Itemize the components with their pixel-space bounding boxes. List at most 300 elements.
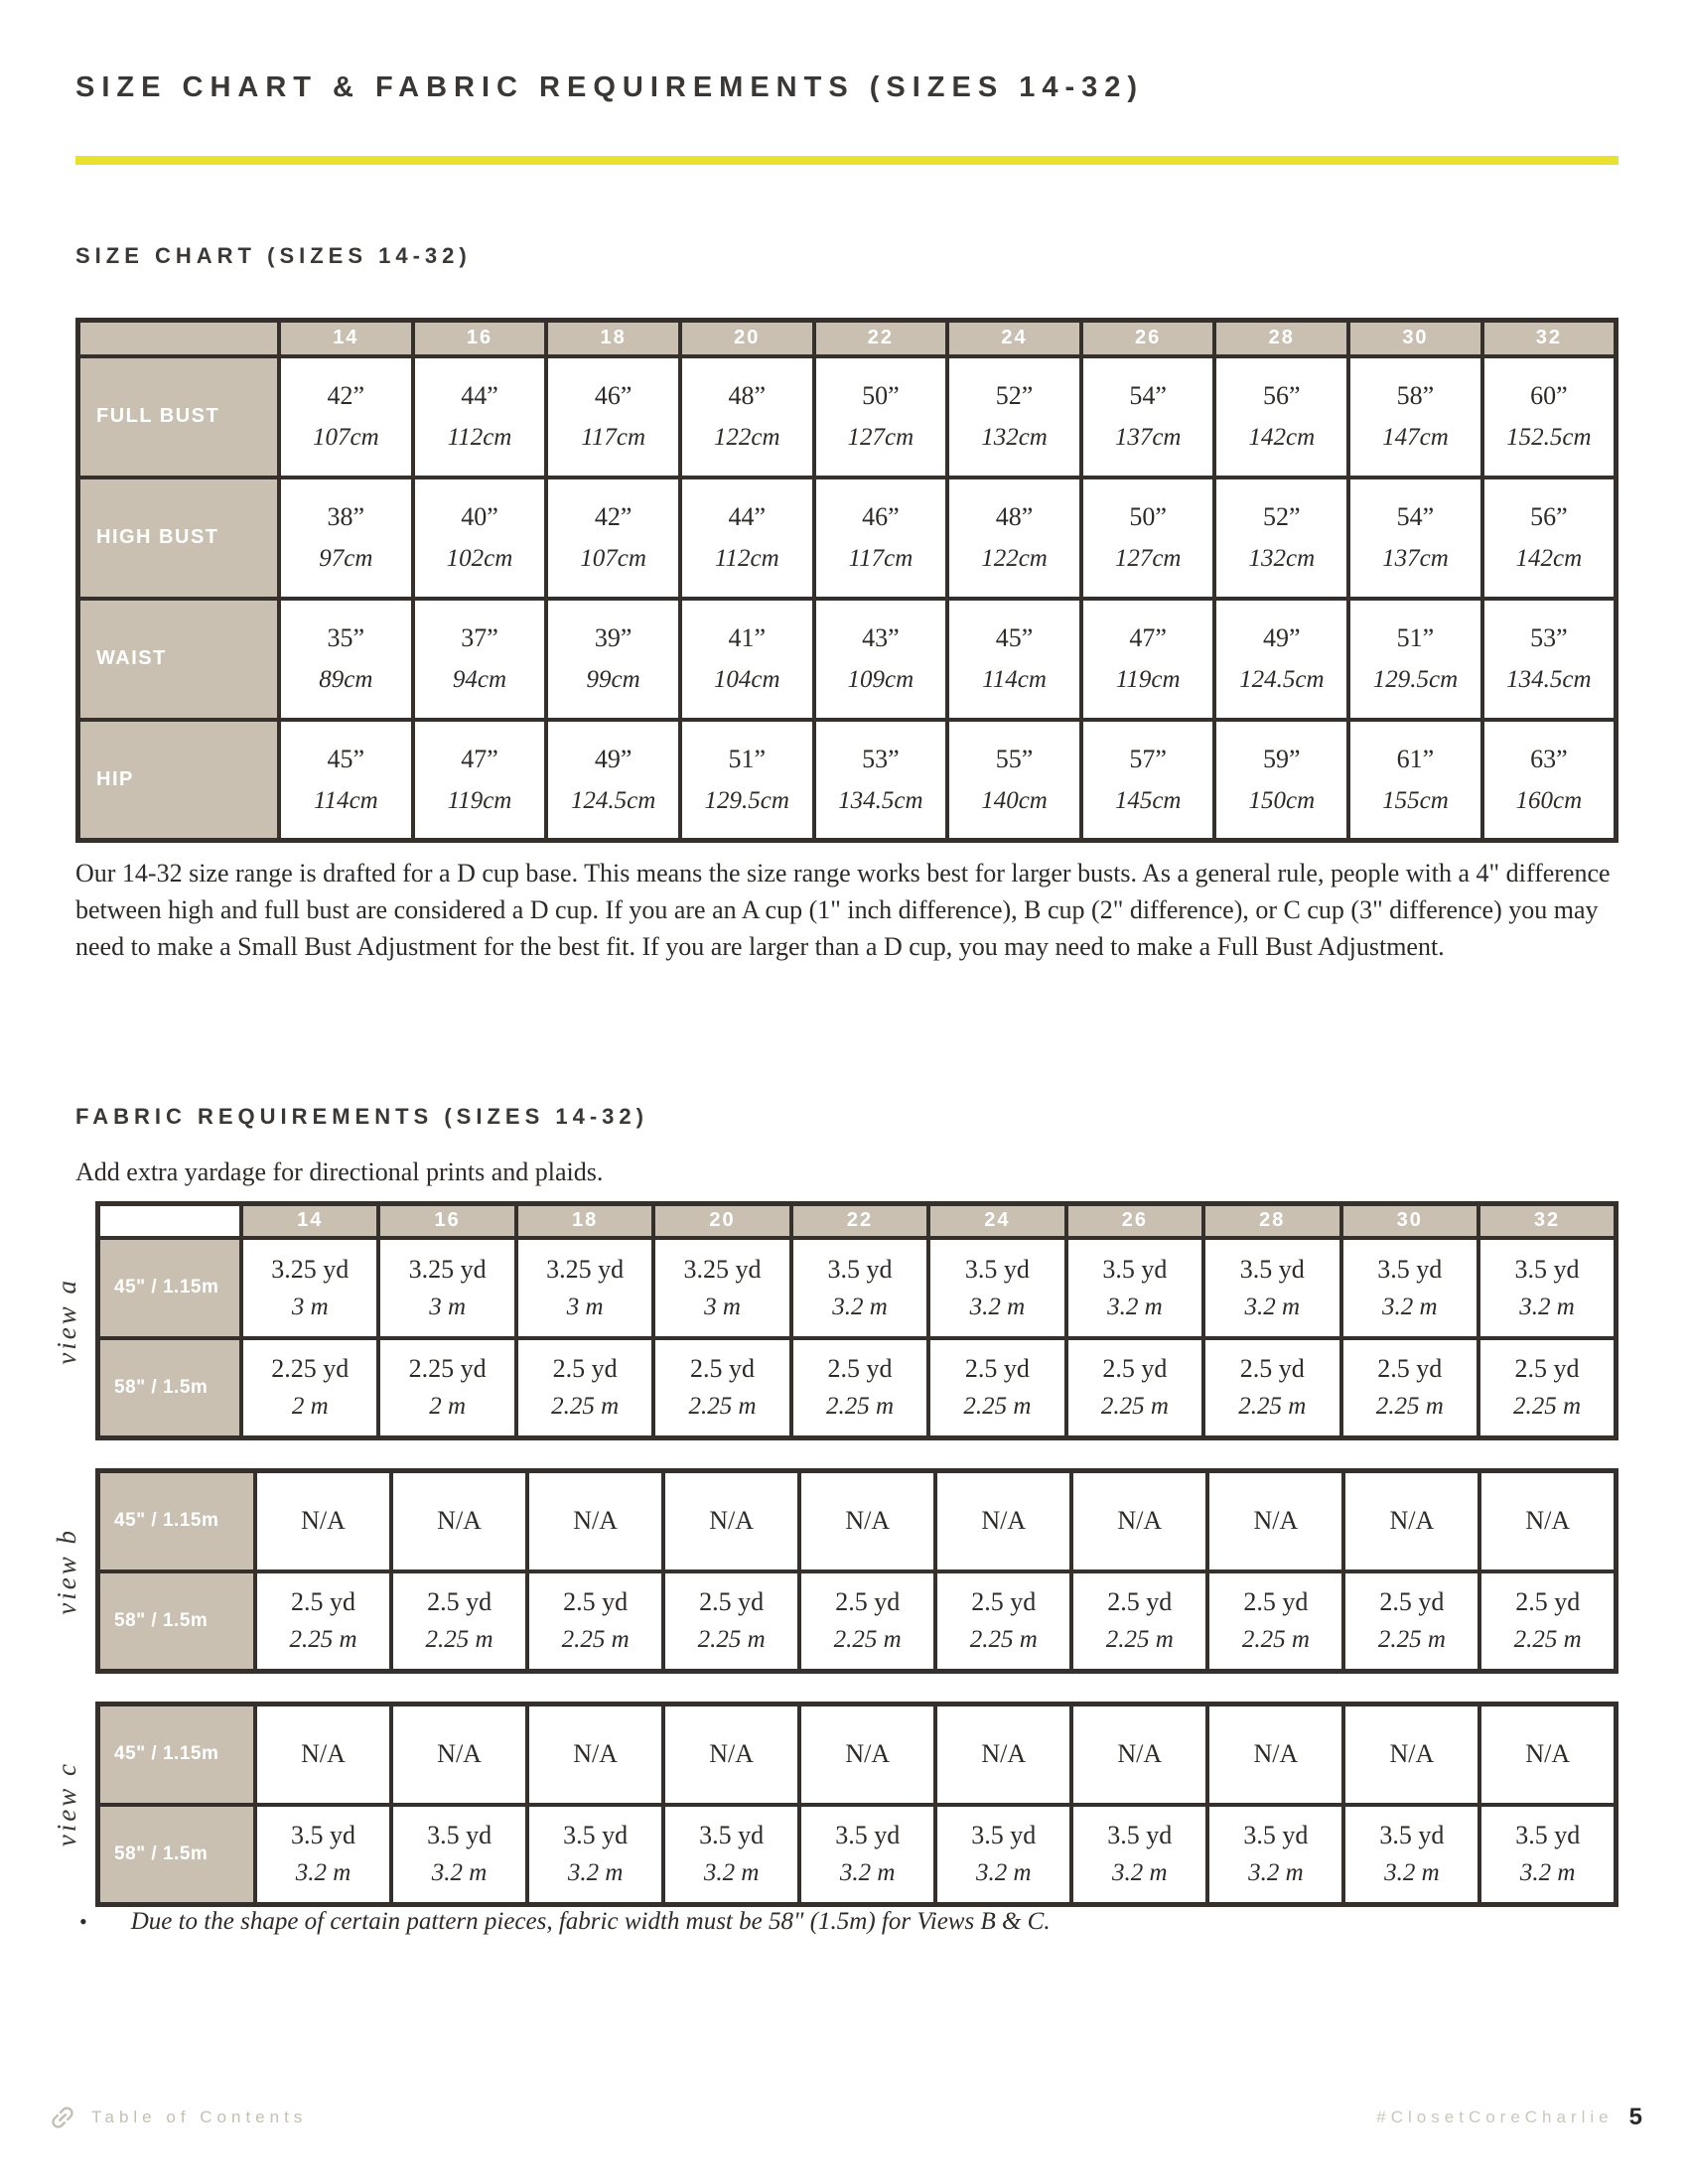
measurement-cell (546, 356, 680, 478)
size-column-header: 16 (413, 321, 547, 356)
measurement-cell (663, 1805, 799, 1905)
value-primary: 51” (1396, 623, 1435, 652)
value-secondary: 3.2 m (1384, 1859, 1440, 1887)
fabric-view-c-group (38, 1702, 1618, 1907)
value-primary: 46” (594, 381, 633, 410)
value-primary: N/A (981, 1739, 1027, 1769)
value-secondary: 2 m (291, 1393, 329, 1421)
size-chart-table-container (75, 318, 1618, 843)
table-row (98, 1571, 1617, 1672)
measurement-cell (935, 1705, 1071, 1805)
measurement-cell (1071, 1471, 1207, 1571)
size-column-header: 26 (1066, 1204, 1203, 1238)
value-primary: 3.5 yd (563, 1821, 629, 1850)
value-secondary: 140cm (981, 786, 1048, 814)
table-row (98, 1338, 1617, 1438)
measurement-cell (279, 478, 413, 599)
value-primary: 53” (862, 744, 900, 773)
measurement-cell (1479, 1705, 1616, 1805)
value-primary: 3.5 yd (964, 1254, 1030, 1284)
value-secondary: 2.25 m (969, 1626, 1038, 1654)
value-primary: 2.5 yd (563, 1587, 629, 1617)
value-secondary: 137cm (1382, 545, 1449, 572)
fabric-footnote (79, 1908, 1569, 1936)
measurement-cell (391, 1805, 527, 1905)
page-footer (48, 2093, 1642, 2142)
value-primary: 3.5 yd (1515, 1821, 1581, 1850)
measurement-cell (680, 478, 814, 599)
value-secondary: 127cm (1114, 545, 1182, 572)
value-primary: N/A (845, 1506, 891, 1536)
value-primary: 41” (728, 623, 767, 652)
view-a-label: view a (51, 1277, 81, 1365)
measurement-cell (1207, 1705, 1343, 1805)
measurement-cell (1081, 599, 1215, 720)
measurement-cell (1482, 599, 1617, 720)
value-secondary: 117cm (848, 545, 914, 572)
value-primary: 3.5 yd (1379, 1821, 1445, 1850)
value-secondary: 142cm (1515, 545, 1583, 572)
value-secondary: 3.2 m (703, 1859, 760, 1887)
value-primary: 3.5 yd (835, 1821, 901, 1850)
table-of-contents-link[interactable] (48, 2103, 307, 2132)
size-column-header: 26 (1081, 321, 1215, 356)
value-secondary: 134.5cm (1506, 666, 1592, 693)
row-label: HIP (78, 720, 280, 841)
value-primary: 2.5 yd (1515, 1587, 1581, 1617)
measurement-cell (1081, 356, 1215, 478)
value-primary: 42” (327, 381, 365, 410)
measurement-cell (1482, 356, 1617, 478)
value-primary: N/A (437, 1506, 482, 1536)
value-secondary: 114cm (313, 786, 378, 814)
measurement-cell (1348, 720, 1482, 841)
value-primary: 2.5 yd (427, 1587, 492, 1617)
value-primary: 48” (995, 502, 1034, 531)
value-secondary: 124.5cm (1239, 666, 1325, 693)
view-c-label: view c (51, 1761, 81, 1847)
measurement-cell (516, 1238, 653, 1338)
value-secondary: 2.25 m (833, 1626, 902, 1654)
value-primary: 2.5 yd (1239, 1354, 1305, 1384)
size-column-header: 18 (516, 1204, 653, 1238)
value-primary: 2.5 yd (1243, 1587, 1309, 1617)
page-number: 5 (1628, 2104, 1642, 2130)
measurement-cell (1207, 1571, 1343, 1672)
table-row (78, 720, 1617, 841)
value-secondary: 3 m (291, 1293, 329, 1320)
value-primary: N/A (845, 1739, 891, 1769)
measurement-cell (255, 1471, 391, 1571)
value-primary: 2.5 yd (827, 1354, 893, 1384)
value-primary: N/A (981, 1506, 1027, 1536)
value-secondary: 3 m (566, 1293, 604, 1320)
value-secondary: 107cm (312, 424, 379, 451)
measurement-cell (1479, 1471, 1616, 1571)
value-secondary: 3.2 m (1519, 1293, 1575, 1320)
fabric-table-view-c (95, 1702, 1618, 1907)
measurement-cell (1478, 1338, 1617, 1438)
measurement-cell (378, 1238, 515, 1338)
value-secondary: 150cm (1248, 786, 1316, 814)
size-column-header: 14 (279, 321, 413, 356)
value-secondary: 2.25 m (1513, 1626, 1582, 1654)
measurement-cell (663, 1571, 799, 1672)
value-primary: 3.5 yd (1243, 1821, 1309, 1850)
value-primary: N/A (709, 1739, 755, 1769)
value-secondary: 2.25 m (561, 1626, 630, 1654)
value-primary: 52” (995, 381, 1034, 410)
value-secondary: 2.25 m (688, 1393, 757, 1421)
measurement-cell (279, 356, 413, 478)
value-primary: 2.5 yd (690, 1354, 756, 1384)
value-primary: 35” (327, 623, 365, 652)
measurement-cell (546, 720, 680, 841)
measurement-cell (947, 599, 1081, 720)
measurement-cell (663, 1471, 799, 1571)
value-primary: 48” (728, 381, 767, 410)
value-secondary: 2.25 m (697, 1626, 766, 1654)
value-secondary: 109cm (847, 666, 914, 693)
measurement-cell (391, 1571, 527, 1672)
measurement-cell (1214, 478, 1348, 599)
value-primary: 46” (862, 502, 900, 531)
table-row (98, 1805, 1617, 1905)
measurement-cell (935, 1471, 1071, 1571)
measurement-cell (1081, 720, 1215, 841)
value-primary: N/A (1389, 1506, 1435, 1536)
value-secondary: 2.25 m (1100, 1393, 1169, 1421)
size-column-header: 16 (378, 1204, 515, 1238)
value-primary: 44” (461, 381, 498, 410)
measurement-cell (1207, 1471, 1343, 1571)
table-row (78, 478, 1617, 599)
view-b-label-strip (38, 1468, 95, 1674)
measurement-cell (1479, 1805, 1616, 1905)
value-primary: N/A (1253, 1506, 1299, 1536)
value-secondary: 2.25 m (1105, 1626, 1174, 1654)
value-primary: 60” (1530, 381, 1568, 410)
value-secondary: 127cm (847, 424, 914, 451)
value-secondary: 97cm (319, 545, 373, 572)
value-secondary: 3.2 m (431, 1859, 488, 1887)
value-secondary: 102cm (446, 545, 513, 572)
value-primary: 63” (1530, 744, 1568, 773)
value-primary: 40” (461, 502, 498, 531)
value-secondary: 3.2 m (1244, 1293, 1301, 1320)
size-column-header: 24 (947, 321, 1081, 356)
value-secondary: 119cm (1115, 666, 1181, 693)
table-row (78, 599, 1617, 720)
measurement-cell (546, 599, 680, 720)
value-primary: N/A (301, 1506, 346, 1536)
table-row (78, 356, 1617, 478)
measurement-cell (413, 599, 547, 720)
value-primary: 2.5 yd (971, 1587, 1037, 1617)
measurement-cell (653, 1338, 790, 1438)
measurement-cell (663, 1705, 799, 1805)
value-primary: 53” (1530, 623, 1568, 652)
value-secondary: 145cm (1114, 786, 1182, 814)
value-secondary: 3.2 m (1248, 1859, 1304, 1887)
value-primary: 47” (1129, 623, 1167, 652)
hashtag-label: #ClosetCoreCharlie (1376, 2108, 1614, 2126)
row-label: 45" / 1.15m (98, 1238, 242, 1338)
value-primary: 38” (327, 502, 365, 531)
value-primary: 47” (461, 744, 498, 773)
measurement-cell (527, 1471, 663, 1571)
value-primary: 56” (1530, 502, 1568, 531)
measurement-cell (1482, 720, 1617, 841)
value-primary: 3.5 yd (827, 1254, 893, 1284)
value-secondary: 94cm (452, 666, 507, 693)
measurement-cell (1343, 1571, 1479, 1672)
measurement-cell (814, 599, 948, 720)
measurement-cell (799, 1805, 935, 1905)
measurement-cell (1478, 1238, 1617, 1338)
fabric-requirements-heading: FABRIC REQUIREMENTS (SIZES 14-32) (75, 1104, 648, 1129)
value-primary: 37” (461, 623, 498, 652)
value-secondary: 112cm (714, 545, 779, 572)
value-primary: N/A (437, 1739, 482, 1769)
fabric-tables-block (38, 1201, 1618, 1907)
fabric-view-a-group (38, 1201, 1618, 1440)
table-row (98, 1705, 1617, 1805)
value-primary: 49” (1263, 623, 1301, 652)
value-primary: N/A (573, 1739, 618, 1769)
size-column-header: 22 (791, 1204, 928, 1238)
view-c-label-strip (38, 1702, 95, 1907)
value-primary: N/A (1389, 1739, 1435, 1769)
size-column-header: 20 (680, 321, 814, 356)
size-column-header: 28 (1203, 1204, 1340, 1238)
measurement-cell (814, 478, 948, 599)
value-secondary: 3.2 m (839, 1859, 896, 1887)
row-label: 45" / 1.15m (98, 1705, 256, 1805)
value-primary: 44” (728, 502, 767, 531)
row-label: 58" / 1.5m (98, 1805, 256, 1905)
fabric-table-view-a (95, 1201, 1618, 1440)
footnote-text: Due to the shape of certain pattern pieces, fabric width must be 58" (1.5m) for Views B & C. (130, 1908, 1051, 1935)
measurement-cell (391, 1705, 527, 1805)
measurement-cell (1066, 1238, 1203, 1338)
value-primary: 3.25 yd (683, 1254, 762, 1284)
measurement-cell (527, 1805, 663, 1905)
value-primary: 3.5 yd (971, 1821, 1037, 1850)
value-secondary: 114cm (982, 666, 1047, 693)
measurement-cell (799, 1471, 935, 1571)
value-primary: 56” (1263, 381, 1301, 410)
measurement-cell (1203, 1238, 1340, 1338)
measurement-cell (1348, 356, 1482, 478)
value-secondary: 2.25 m (1512, 1393, 1581, 1421)
value-secondary: 3.2 m (832, 1293, 888, 1320)
value-secondary: 137cm (1114, 424, 1182, 451)
measurement-cell (1343, 1805, 1479, 1905)
measurement-cell (1482, 478, 1617, 599)
value-secondary: 2.25 m (825, 1393, 894, 1421)
measurement-cell (1214, 599, 1348, 720)
value-primary: 2.5 yd (964, 1354, 1030, 1384)
row-label: HIGH BUST (78, 478, 280, 599)
value-secondary: 89cm (319, 666, 373, 693)
value-secondary: 122cm (713, 424, 780, 451)
value-primary: 3.5 yd (1514, 1254, 1580, 1284)
value-primary: 49” (594, 744, 633, 773)
value-primary: 39” (594, 623, 633, 652)
value-primary: 3.5 yd (1107, 1821, 1173, 1850)
size-column-header: 20 (653, 1204, 790, 1238)
value-secondary: 2.25 m (1377, 1626, 1446, 1654)
value-primary: 45” (995, 623, 1034, 652)
fabric-subtext: Add extra yardage for directional prints and plaids. (75, 1158, 604, 1186)
size-column-header: 32 (1478, 1204, 1617, 1238)
measurement-cell (279, 720, 413, 841)
measurement-cell (680, 356, 814, 478)
measurement-cell (527, 1571, 663, 1672)
value-primary: 3.5 yd (1377, 1254, 1443, 1284)
corner-cell (78, 321, 280, 356)
corner-cell (98, 1204, 242, 1238)
measurement-cell (1214, 356, 1348, 478)
value-primary: 3.25 yd (546, 1254, 625, 1284)
value-secondary: 147cm (1382, 424, 1449, 451)
value-secondary: 132cm (981, 424, 1048, 451)
measurement-cell (1081, 478, 1215, 599)
value-secondary: 129.5cm (1372, 666, 1459, 693)
measurement-cell (413, 356, 547, 478)
value-primary: 3.25 yd (271, 1254, 350, 1284)
measurement-cell (653, 1238, 790, 1338)
value-primary: N/A (1117, 1506, 1163, 1536)
value-primary: 2.5 yd (291, 1587, 356, 1617)
size-column-header: 14 (241, 1204, 378, 1238)
value-primary: N/A (709, 1506, 755, 1536)
table-row (98, 1471, 1617, 1571)
value-primary: N/A (301, 1739, 346, 1769)
value-primary: 59” (1263, 744, 1301, 773)
measurement-cell (1343, 1705, 1479, 1805)
value-primary: N/A (1525, 1739, 1571, 1769)
measurement-cell (241, 1238, 378, 1338)
value-secondary: 3.2 m (295, 1859, 352, 1887)
row-label: 45" / 1.15m (98, 1471, 256, 1571)
value-primary: N/A (573, 1506, 618, 1536)
value-primary: 50” (862, 381, 900, 410)
measurement-cell (1071, 1705, 1207, 1805)
value-primary: 2.5 yd (1377, 1354, 1443, 1384)
value-secondary: 112cm (447, 424, 512, 451)
value-secondary: 160cm (1515, 786, 1583, 814)
value-secondary: 117cm (581, 424, 645, 451)
measurement-cell (1071, 1571, 1207, 1672)
page-title: SIZE CHART & FABRIC REQUIREMENTS (SIZES 14-32) (75, 71, 1145, 103)
measurement-cell (935, 1805, 1071, 1905)
measurement-cell (814, 356, 948, 478)
measurement-cell (680, 720, 814, 841)
measurement-cell (413, 720, 547, 841)
size-column-header: 30 (1348, 321, 1482, 356)
row-label: WAIST (78, 599, 280, 720)
footnote-bullet: • (79, 1909, 87, 1934)
value-secondary: 3 m (429, 1293, 467, 1320)
value-secondary: 119cm (447, 786, 512, 814)
row-label: 58" / 1.5m (98, 1338, 242, 1438)
value-secondary: 152.5cm (1506, 424, 1592, 451)
value-secondary: 3.2 m (969, 1293, 1026, 1320)
measurement-cell (279, 599, 413, 720)
value-secondary: 132cm (1248, 545, 1316, 572)
measurement-cell (391, 1471, 527, 1571)
size-column-header: 18 (546, 321, 680, 356)
measurement-cell (255, 1571, 391, 1672)
value-secondary: 99cm (586, 666, 640, 693)
measurement-cell (947, 478, 1081, 599)
value-primary: 3.5 yd (699, 1821, 765, 1850)
measurement-cell (1348, 478, 1482, 599)
value-secondary: 2.25 m (963, 1393, 1032, 1421)
value-secondary: 3 m (704, 1293, 741, 1320)
measurement-cell (1066, 1338, 1203, 1438)
table-of-contents-label: Table of Contents (91, 2108, 308, 2126)
value-secondary: 3.2 m (1107, 1293, 1163, 1320)
view-a-label-strip (38, 1201, 95, 1440)
measurement-cell (241, 1338, 378, 1438)
value-primary: 2.5 yd (1107, 1587, 1173, 1617)
measurement-cell (799, 1571, 935, 1672)
size-header-row (98, 1204, 1617, 1238)
accent-rule (75, 156, 1618, 165)
value-primary: 55” (995, 744, 1034, 773)
value-primary: 57” (1129, 744, 1167, 773)
measurement-cell (1479, 1571, 1616, 1672)
cup-size-note: Our 14-32 size range is drafted for a D cup base. This means the size range works best for larger busts. As a general rule, people with a 4" difference between high and full bust are considered a D cup. If you are an A cup (1" inch difference), B cup (2" difference), or C cup (3" difference) you may need to make a Small Bust Adjustment for the best fit. If you are larger than a D cup, you may need to make a Full Bust Adjustment. (75, 859, 1611, 961)
value-primary: 54” (1129, 381, 1167, 410)
footer-right (1376, 2104, 1642, 2131)
size-chart-table (75, 318, 1618, 843)
measurement-cell (791, 1238, 928, 1338)
row-label: 58" / 1.5m (98, 1571, 256, 1672)
measurement-cell (680, 599, 814, 720)
value-primary: 50” (1129, 502, 1167, 531)
table-row (98, 1238, 1617, 1338)
link-icon (42, 2097, 83, 2138)
value-primary: 42” (594, 502, 633, 531)
value-primary: 43” (862, 623, 900, 652)
view-b-label: view b (51, 1527, 81, 1615)
value-secondary: 2.25 m (289, 1626, 357, 1654)
measurement-cell (947, 356, 1081, 478)
value-primary: 3.5 yd (1239, 1254, 1305, 1284)
value-secondary: 155cm (1382, 786, 1449, 814)
fabric-table-view-a-container (95, 1201, 1618, 1440)
value-primary: 3.5 yd (427, 1821, 492, 1850)
value-primary: 3.5 yd (1102, 1254, 1168, 1284)
value-primary: 52” (1263, 502, 1301, 531)
measurement-cell (1341, 1238, 1478, 1338)
value-primary: 2.5 yd (1102, 1354, 1168, 1384)
value-secondary: 3.2 m (1112, 1859, 1168, 1887)
measurement-cell (413, 478, 547, 599)
measurement-cell (516, 1338, 653, 1438)
size-column-header: 22 (814, 321, 948, 356)
measurement-cell (255, 1805, 391, 1905)
value-primary: 45” (327, 744, 365, 773)
value-primary: 3.5 yd (291, 1821, 356, 1850)
measurement-cell (527, 1705, 663, 1805)
size-header-row (78, 321, 1617, 356)
value-primary: 2.5 yd (552, 1354, 618, 1384)
